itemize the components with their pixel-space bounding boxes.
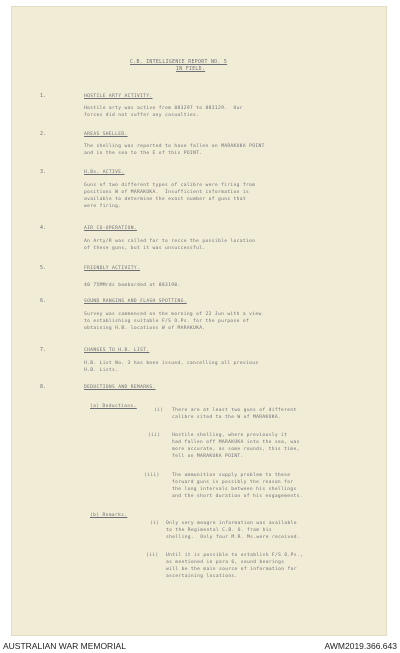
section-body: An Arty/R was called for to recce the possible location of these guns, but it was unsuccessful. xyxy=(84,239,256,251)
remark-item-text: Until it is possible to establish F/S O.Ps., as mentioned in para 6, sound bearings will be the main source of information for ascertaining locations. xyxy=(166,553,304,579)
section-heading: AIR CO-OPERATION. xyxy=(84,226,137,231)
remark-item-text: Only very meagre information was available to the Regimental C.B. O. from his shelling. Only four M.R. Ms.were received. xyxy=(166,521,300,540)
section-body: The shelling was reported to have fallen on MARAKUKA POINT and in the sea to the E of this POINT. xyxy=(84,144,265,156)
section-body: Hostile arty was active from 883297 to 883129. Our forces did not suffer any casualties. xyxy=(84,106,243,118)
section-number: 6. xyxy=(40,298,47,304)
section-heading: SOUND RANGING AND FLASH SPOTTING. xyxy=(84,299,187,304)
deduction-item-text: Hostile shelling, where previously it had fallen off MARAKUKA into the sea, was more accurate, as some rounds, this time, fell on MARAKUKA POINT. xyxy=(172,433,300,459)
remark-item-number: (ii) xyxy=(146,553,159,558)
section-heading: FRIENDLY ACTIVITY. xyxy=(84,266,141,271)
deduction-item-text: The ammunition supply problem to these forward guns is possibly the reason for the long intervals between his shellings and the short duration of his engagements. xyxy=(172,473,303,499)
section-number: 3. xyxy=(40,169,47,175)
deduction-item-number: (iii) xyxy=(144,473,160,478)
report-title: C.B. INTELLIGENCE REPORT NO. 5 xyxy=(130,60,228,65)
section-heading: DEDUCTIONS AND REMARKS. xyxy=(84,385,156,390)
section-heading: H.Bs. ACTIVE. xyxy=(84,170,125,175)
footer-accession-number: AWM2019.366.643 xyxy=(324,641,397,651)
footer-credit: AUSTRALIAN WAR MEMORIAL xyxy=(3,641,126,651)
section-number: 2. xyxy=(40,131,47,137)
section-number: 7. xyxy=(40,347,47,353)
section-body: 40 75MMrds bombarded at 883190. xyxy=(84,283,181,288)
report-subtitle: IN FIELD. xyxy=(176,67,206,72)
section-body: Survey was commenced on the morning of 22 Jun with a view to establishing suitable F/S O.Ps. for the purpose of obtaining H.B. locations W of MARAKUKA. xyxy=(84,312,262,331)
deductions-label: (a) Deductions. xyxy=(90,404,137,409)
deduction-item-number: (ii) xyxy=(148,433,161,438)
section-number: 1. xyxy=(40,93,47,99)
section-number: 4. xyxy=(40,225,47,231)
deduction-item-number: (i) xyxy=(154,408,164,413)
section-body: H.B. List No. 3 has been issued, cancelling all previous H.B. Lists. xyxy=(84,361,259,373)
section-heading: CHANGES TO H.B. LIST. xyxy=(84,348,150,353)
section-heading: AREAS SHELLED. xyxy=(84,132,128,137)
deduction-item-text: There are at least two guns of different calibre sited to the W of MARAKUKA. xyxy=(172,408,297,420)
section-number: 5. xyxy=(40,265,47,271)
remarks-label: (b) Remarks. xyxy=(90,513,128,518)
section-heading: HOSTILE ARTY ACTIVITY. xyxy=(84,94,153,99)
remark-item-number: (i) xyxy=(150,521,160,526)
section-number: 8. xyxy=(40,384,47,390)
section-body: Guns of two different types of calibre were firing from positions W of MARAKUKA. Insufficient information is available to determine the exact number of guns that were firing. xyxy=(84,183,256,209)
